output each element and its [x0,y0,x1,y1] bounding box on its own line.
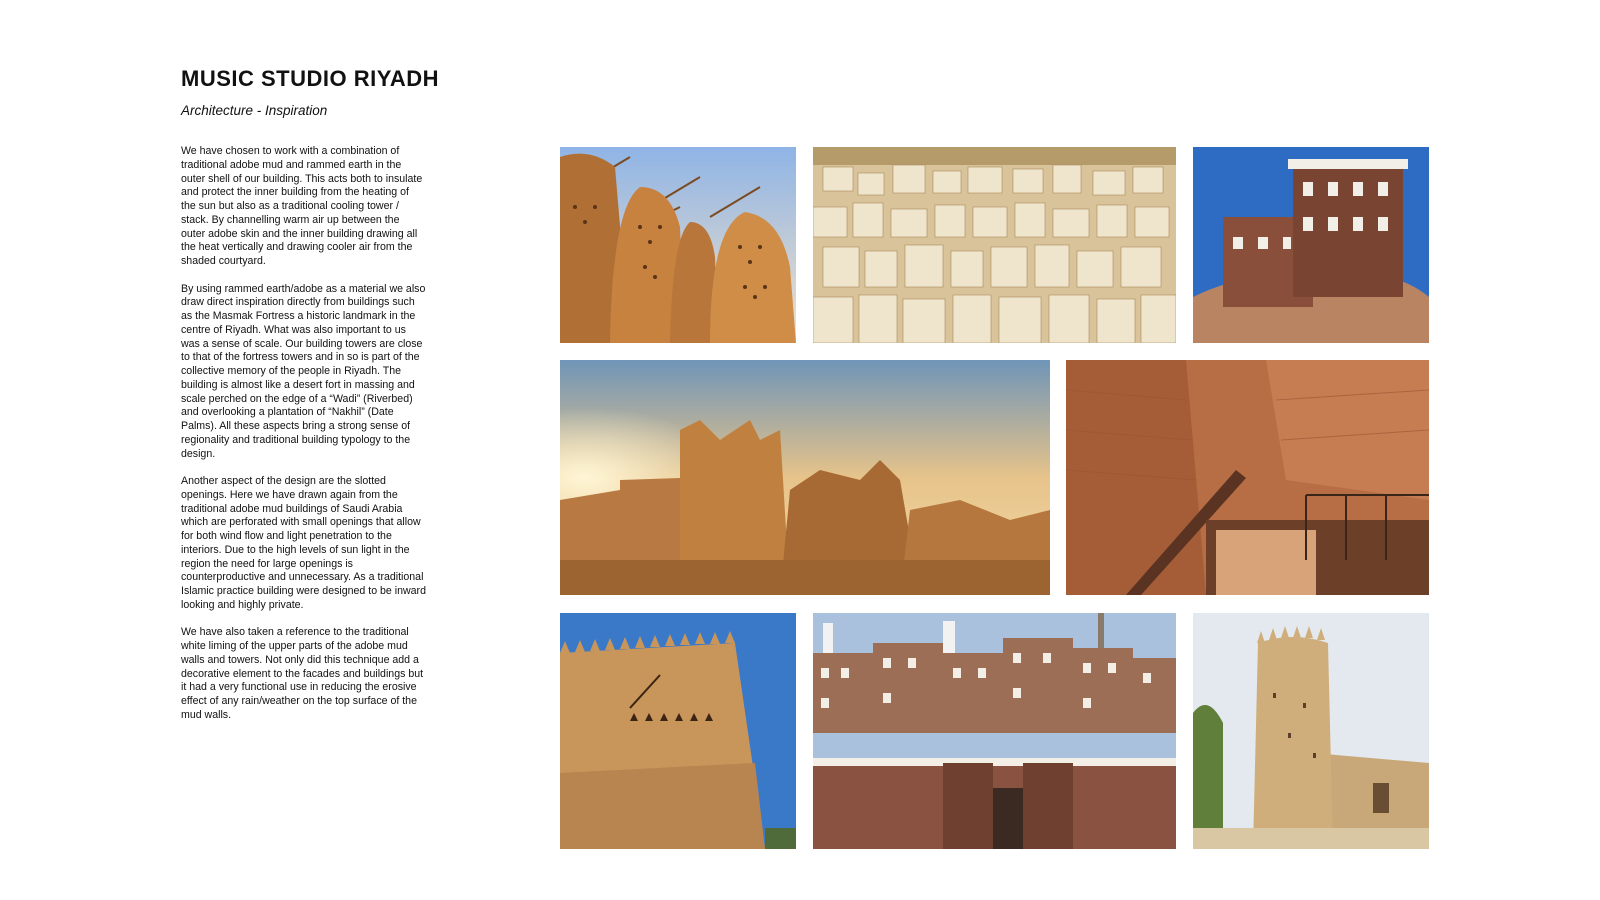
paragraph-white-liming: We have also taken a reference to the traditional white liming of the upper parts of the adobe mud walls and towers. Not only did this technique add a decorative element to the facades and buildings but it had a very functional use in reducing the erosive effect of any rain/weather on the top surface of the mud walls. [181,626,424,721]
paragraph-masmak-inspiration: By using rammed earth/adobe as a material we also draw direct inspiration directly from buildings such as the Masmak Fortress a historic landmark in the centre of Riyadh. What was also important to us was a sense of scale. Our building towers are close to that of the fortress towers and in so is part of the collective memory of the people in Riyadh. The building is almost like a desert fort in massing and scale perched on the edge of a “Wadi” (Riverbed) and overlooking a plantation of “Nakhil” (Date Palms). All these aspects bring a strong sense of regionality and traditional building typology to the design. [181,282,426,460]
photo-hillside-town [813,147,1176,343]
page-title: MUSIC STUDIO RIYADH [181,66,440,91]
photo-rock-palace [1193,147,1429,343]
photo-canyon-interior [1066,360,1429,595]
photo-crenellated-wall [560,613,796,849]
paragraph-slotted-openings: Another aspect of the design are the slotted openings. Here we have drawn again from the traditional adobe mud buildings of Saudi Arabia which are perforated with small openings that allow for both wind flow and light penetration to the interiors. Due to the high levels of sun light in the region the need for large openings is counterproductive and unnecessary. As a traditional Islamic practice building were designed to be inward looking and highly private. [181,475,426,611]
photo-old-city-gate [813,613,1176,849]
paragraph-adobe-shell: We have chosen to work with a combination of traditional adobe mud and rammed earth in the outer shell of our building. This acts both to insulate and protect the inner building from the heating of the sun but also as a traditional cooling tower / stack. By channelling warm air up between the outer adobe skin and the inner building drawing all the heat vertically and drawing cooler air from the shaded courtyard. [181,145,423,267]
photo-adobe-towers [560,147,796,343]
page-subtitle: Architecture - Inspiration [181,103,328,118]
photo-fortress-tower [1193,613,1429,849]
photo-desert-ruins-sunset [560,360,1050,595]
body-text [181,145,426,736]
